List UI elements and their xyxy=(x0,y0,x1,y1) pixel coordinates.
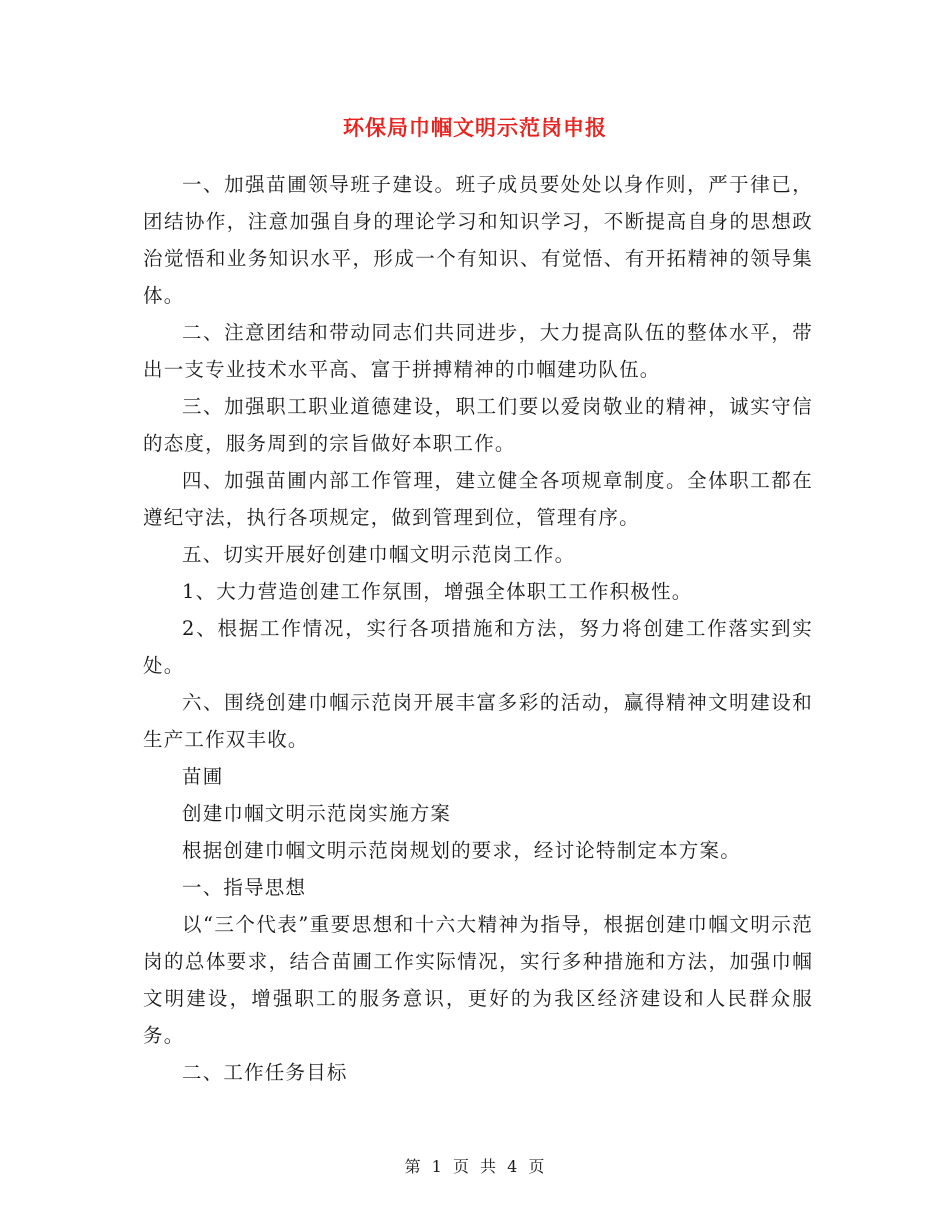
document-body xyxy=(143,166,813,1091)
paragraph: 四、加强苗圃内部工作管理，建立健全各项规章制度。全体职工都在遵纪守法，执行各项规定，做到管理到位，管理有序。 xyxy=(143,469,813,529)
page-number-footer: 第 1 页 共 4 页 xyxy=(404,1157,546,1176)
paragraph: 创建巾帼文明示范岗实施方案 xyxy=(182,802,452,825)
paragraph: 苗圃 xyxy=(182,765,224,788)
paragraph: 一、加强苗圃领导班子建设。班子成员要处处以身作则，严于律已，团结协作，注意加强自身的理论学习和知识学习，不断提高自身的思想政治觉悟和业务知识水平，形成一个有知识、有觉悟、有开拓精神的领导集体。 xyxy=(143,173,813,307)
paragraph: 六、围绕创建巾帼示范岗开展丰富多彩的活动，赢得精神文明建设和生产工作双丰收。 xyxy=(143,691,813,751)
paragraph: 2、根据工作情况，实行各项措施和方法，努力将创建工作落实到实处。 xyxy=(143,617,813,677)
paragraph: 以“三个代表”重要思想和十六大精神为指导，根据创建巾帼文明示范岗的总体要求，结合苗圃工作实际情况，实行多种措施和方法，加强巾帼文明建设，增强职工的服务意识，更好的为我区经济建设和人民群众服务。 xyxy=(143,913,813,1047)
paragraph: 一、指导思想 xyxy=(182,876,307,899)
paragraph: 二、注意团结和带动同志们共同进步，大力提高队伍的整体水平，带出一支专业技术水平高、富于拼搏精神的巾帼建功队伍。 xyxy=(143,321,813,381)
paragraph: 根据创建巾帼文明示范岗规划的要求，经讨论特制定本方案。 xyxy=(182,839,741,862)
paragraph: 二、工作任务目标 xyxy=(182,1061,348,1084)
paragraph: 1、大力营造创建工作氛围，增强全体职工工作积极性。 xyxy=(182,580,693,603)
document-title: 环保局巾帼文明示范岗申报 xyxy=(343,116,607,140)
paragraph: 五、切实开展好创建巾帼文明示范岗工作。 xyxy=(182,543,576,566)
paragraph: 三、加强职工职业道德建设，职工们要以爱岗敬业的精神，诚实守信的态度，服务周到的宗旨做好本职工作。 xyxy=(143,395,813,455)
